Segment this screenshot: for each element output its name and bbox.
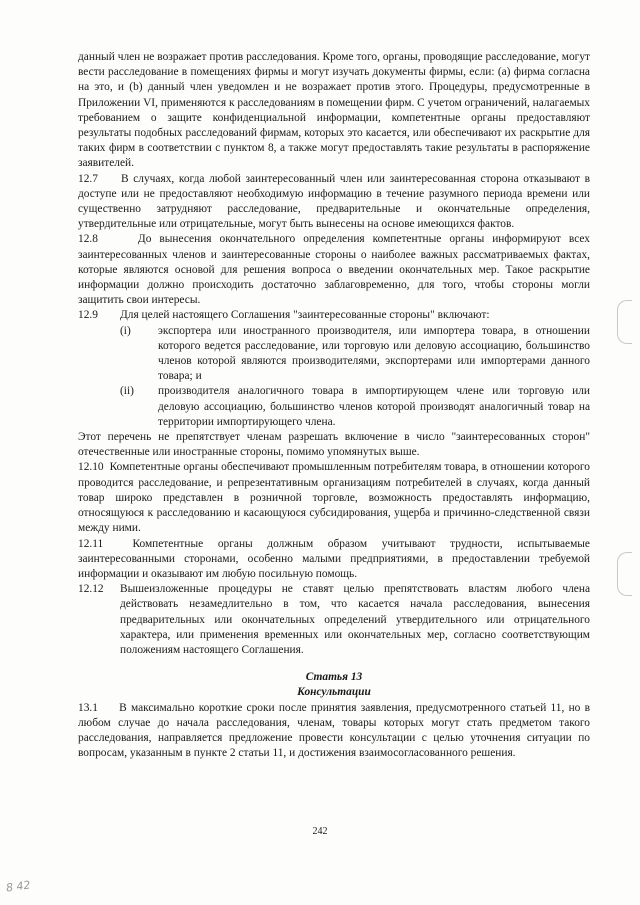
list-item-marker: (ii) — [120, 385, 134, 398]
list-item — [120, 324, 590, 385]
paragraph-12-11 — [78, 537, 590, 583]
paragraph-number: 12.7 — [78, 172, 98, 185]
binding-hole-mark — [617, 300, 632, 344]
list-item-text: экспортера или иностранного производителя, или импортера товара, в отношении которого ведется расследование, или торговую или деловую ассоциацию, большинство членов которой являются производителями, экспортерами или импортерами данного товара; и — [158, 324, 590, 383]
article-title: Статья 13 — [305, 671, 363, 684]
list-item-marker: (i) — [120, 324, 131, 337]
list-item-text: производителя аналогичного товара в импортирующем члене или торговую или деловую ассоциацию, большинство членов которой производят аналогичный товар на территории импортирующего члена. — [158, 385, 590, 428]
paragraph-number: 12.8 — [78, 233, 98, 246]
list-item — [120, 384, 590, 430]
paragraph-number: 12.11 — [78, 537, 104, 550]
interested-parties-list — [120, 324, 590, 430]
paragraph-12-8 — [78, 232, 590, 308]
paragraph-13-1 — [78, 701, 590, 762]
paragraph-number: 12.12 — [78, 583, 104, 596]
paragraph-12-9-after: Этот перечень не препятствует членам разрешать включение в число "заинтересованных сторон" отечественные или иностранные стороны, помимо упомянутых выше. — [78, 431, 590, 459]
handwritten-note: 8 42 — [5, 878, 32, 895]
paragraph-number: 12.10 — [78, 461, 104, 474]
paragraph-12-10 — [78, 460, 590, 536]
binding-hole-mark — [617, 552, 632, 596]
paragraph-number: 12.9 — [78, 309, 98, 322]
paragraph-text: Компетентные органы обеспечивают промышленным потребителям товара, в отношении которого проводится расследование, и репрезентативным организациям потребителей в случаях, когда данный товар широко представлен в розничной торговле, возможность предоставлять информацию, относящуюся к расследованию и касающуюся субсидирования, ущерба и причинно-следственной связи между ними. — [78, 461, 590, 535]
paragraph-12-9 — [78, 308, 590, 323]
paragraph-12-12 — [78, 582, 590, 658]
paragraph-number: 13.1 — [78, 701, 98, 714]
paragraph-text: Компетентные органы должным образом учитывают трудности, испытываемые заинтересованными сторонами, особенно малыми предприятиями, в предоставлении требуемой информации и оказывают им любую посильную помощь. — [78, 537, 590, 580]
document-page — [78, 50, 590, 761]
paragraph-text: Вышеизложенные процедуры не ставят целью препятствовать властям любого члена действовать незамедлительно в том, что касается начала расследования, вынесения предварительных или окончательных определений утвердительного или отрицательного характера, или применения временных или окончательных мер, согласно соответствующим положениям настоящего Соглашения. — [120, 583, 590, 656]
paragraph-text: В максимально короткие сроки после принятия заявления, предусмотренного статьей 11, но в любом случае до начала расследования, членам, товары которых могут стать предметом такого расследования, направляется предложение провести консультации с целью уточнения ситуации по вопросам, указанным в пункте 2 статьи 11, и достижения взаимосогласованного решения. — [78, 701, 590, 760]
article-subtitle: Консультации — [297, 686, 371, 699]
intro-paragraph: данный член не возражает против расследования. Кроме того, органы, проводящие расследование, могут вести расследование в помещениях фирмы и могут изучать документы фирмы, если: (а) фирма согласна на это, и (b) данный член уведомлен и не возражает против этого. Процедуры, предусмотренные в Приложении VI, применяются к расследованиям в помещении фирм. С учетом ограничений, налагаемых требованием о защите конфиденциальной информации, компетентные органы предоставляют результаты подобных расследований фирмам, которых это касается, или обеспечивают их раскрытие для таких фирм в соответствии с пунктом 8, а также могут предоставлять такие результаты в распоряжение заявителей. — [78, 51, 590, 170]
paragraph-12-7 — [78, 172, 590, 233]
paragraph-text: До вынесения окончательного определения компетентные органы информируют всех заинтересованных членов и заинтересованные стороны о наиболее важных рассматриваемых фактах, которые являются основой для решения вопроса о введении окончательных мер. Такое раскрытие информации должно происходить достаточно заблаговременно, для того, чтобы стороны могли защитить свои интересы. — [78, 233, 590, 307]
paragraph-text: Для целей настоящего Соглашения "заинтересованные стороны" включают: — [120, 309, 490, 322]
page-number: 242 — [312, 826, 328, 837]
paragraph-text: В случаях, когда любой заинтересованный член или заинтересованная сторона отказывают в доступе или не предоставляют необходимую информацию в течение разумного периода времени или существенно затрудняют расследование, предварительные и окончательные определения, утвердительные или отрицательные, могут быть вынесены на основе имеющихся фактов. — [78, 172, 590, 231]
